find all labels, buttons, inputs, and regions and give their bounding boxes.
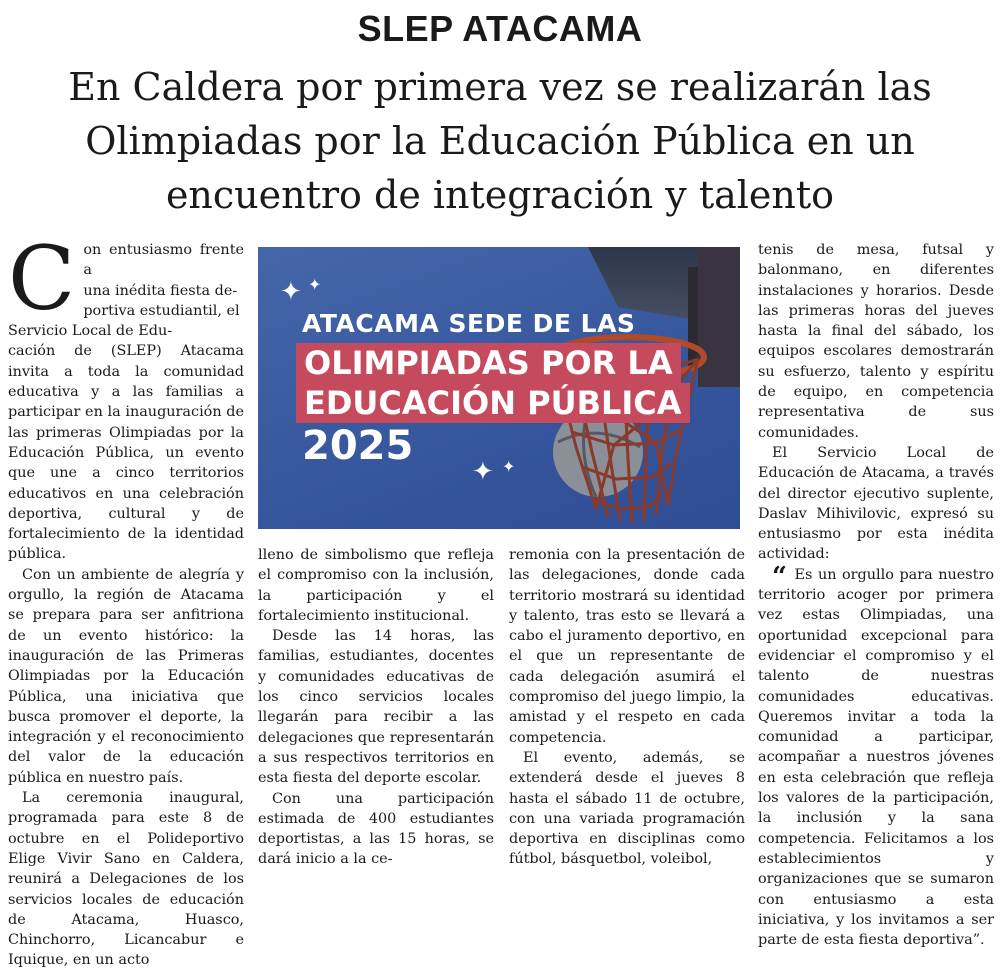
sparkle-icon: ✦	[472, 457, 494, 487]
paragraph: lleno de simbolismo que refleja el compromiso con la inclusión, la participación y el fortalecimiento institucional.	[258, 547, 494, 624]
paragraph: Con una participación estimada de 400 estudiantes deportistas, a las 15 horas, se dará inicio a la ce-	[258, 790, 494, 868]
quote-paragraph	[758, 561, 994, 951]
headline-line-1: En Caldera por primera vez se realizarán las	[68, 65, 932, 109]
sparkle-icon: ✦	[502, 457, 516, 476]
lead-line-2: una inédita fiesta de-	[83, 282, 238, 299]
article-column-2	[258, 545, 494, 870]
lead-line-1: on entusiasmo frente a	[83, 242, 244, 279]
quote-mark-icon: “	[772, 561, 787, 592]
lead-paragraph	[8, 227, 244, 565]
paragraph: tenis de mesa, futsal y balonmano, en diferentes instalaciones y horarios. Desde las primeras horas del jueves hasta la final del sábado, los equipos escolares demostrarán su esfuerzo, talento y espíritu de equipo, en competencia representativa de sus comunidades.	[758, 242, 994, 441]
article-photo	[258, 247, 740, 529]
headline	[20, 60, 980, 222]
photo-banner-line-2: EDUCACIÓN PÚBLICA	[296, 383, 690, 423]
paragraph: Desde las 14 horas, las familias, estudiantes, docentes y comunidades educativas de los cinco servicios locales llegarán para recibir a las delegaciones que representarán a sus respectivos territorios en esta fiesta del deporte escolar.	[258, 628, 494, 787]
paragraph: El Servicio Local de Educación de Atacama, a través del director ejecutivo suplente, Daslav Mihivilovic, expresó su entusiasmo por esta inédita actividad:	[758, 444, 994, 563]
paragraph: La ceremonia inaugural, programada para este 8 de octubre en el Polideportivo Elige Vivir Sano en Caldera, reunirá a Delegaciones de los servicios locales de educación de Atacama, Huasco, Chinchorro, Licancabur e Iquique, en un acto	[8, 790, 244, 969]
photo-caption-line: ATACAMA SEDE DE LAS	[302, 309, 636, 338]
lead-rest: cación de (SLEP) Atacama invita a toda la comunidad educativa y a las familias a participar en la inauguración de las primeras Olimpiadas por la Educación Pública, un evento que une a cinco territorios educativos en una celebración deportiva, cultural y de fortalecimiento de la identidad pública.	[8, 343, 244, 563]
article-column-3	[509, 545, 745, 870]
headline-line-3: encuentro de integración y talento	[165, 173, 835, 217]
photo-banner-line-1: OLIMPIADAS POR LA	[296, 343, 681, 383]
article-column-4	[758, 240, 994, 950]
lead-line-3: portiva estudiantil, el	[83, 302, 240, 319]
sparkle-icon: ✦	[280, 277, 302, 307]
sparkle-icon: ✦	[308, 275, 322, 294]
paragraph: El evento, además, se extenderá desde el jueves 8 hasta el sábado 11 de octubre, con una variada programación deportiva en disciplinas como fútbol, básquetbol, voleibol,	[509, 749, 745, 868]
article-column-1	[8, 227, 244, 971]
drop-cap: C	[8, 227, 76, 330]
photo-year: 2025	[302, 423, 414, 469]
paragraph: remonia con la presentación de las delegaciones, donde cada territorio mostrará su identidad y talento, tras esto se llevará a cabo el juramento deportivo, en el que un representante de cada delegación asumirá el compromiso del juego limpio, la amistad y el respeto en cada competencia.	[509, 547, 745, 746]
headline-line-2: Olimpiadas por la Educación Pública en un	[85, 119, 915, 163]
lead-line-4: Servicio Local de Edu-	[8, 323, 173, 340]
section-kicker: SLEP ATACAMA	[357, 8, 643, 49]
paragraph: Con un ambiente de alegría y orgullo, la región de Atacama se prepara para ser anfitriona de un evento histórico: la inauguración de las Primeras Olimpiadas por la Educación Pública, una iniciativa que busca promover el deporte, la integración y el reconocimiento del valor de la educación pública en nuestro país.	[8, 566, 244, 786]
quote-text: Es un orgullo para nuestro territorio acoger por primera vez estas Olimpiadas, una oportunidad excepcional para evidenciar el compromiso y el talento de nuestras comunidades educativas. Queremos invitar a toda la comunidad a participar, acompañar a nuestros jóvenes en esta celebración que refleja los valores de la participación, la inclusión y la sana competencia. Felicitamos a los establecimientos y organizaciones que se sumaron con entusiasmo a esta iniciativa, y los invitamos a ser parte de esta fiesta deportiva”.	[758, 566, 994, 949]
